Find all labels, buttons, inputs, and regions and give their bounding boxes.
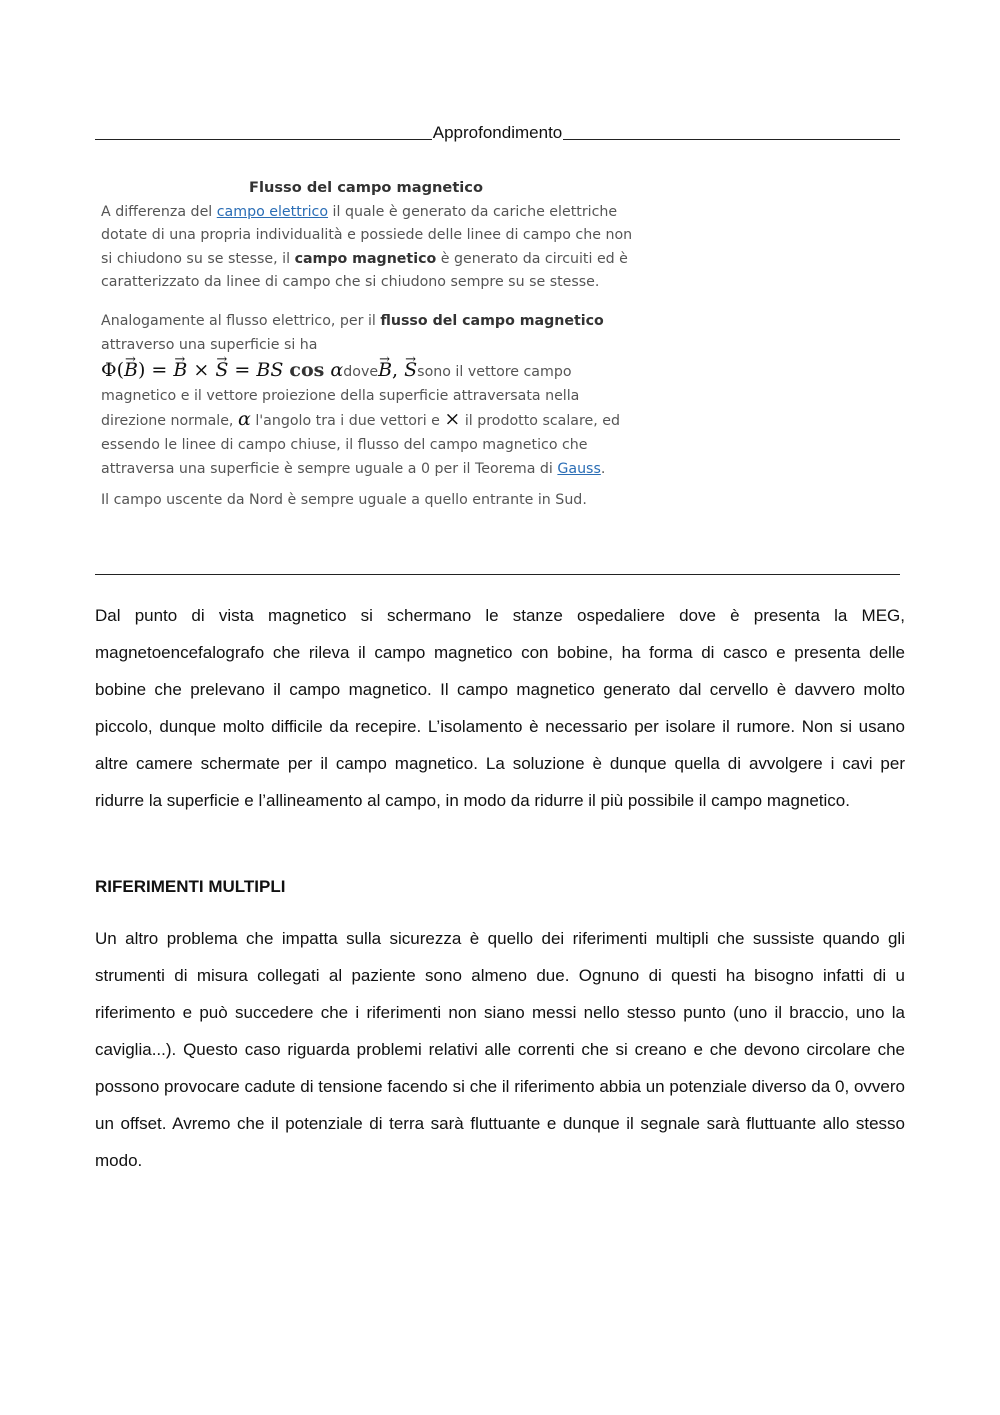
excerpt-paragraph-3 [101, 385, 641, 481]
vectors-formula: → B, → S [378, 359, 417, 383]
link-campo-elettrico[interactable]: campo elettrico [216, 203, 329, 220]
rule-line-left [95, 139, 432, 140]
excerpt-bold: flusso del campo magnetico [380, 312, 604, 329]
excerpt-text: il prodotto scalare, ed essendo le linee di campo chiuse, il flusso del campo magnetico che attraversa una superficie è sempre uguale a 0 per il Teorema di [101, 413, 620, 477]
paragraph-text: Dal punto di vista magnetico si schermano le stanze ospedaliere dove è presenta la MEG, magnetoencefalografo che rileva il campo magnetico con bobine, ha forma di casco e presenta delle bobine che prelevano il campo magnetico. Il campo magnetico generato dal cervello è davvero molto piccolo, dunque molto difficile da recepire. L’isolamento è necessario per isolare il rumore. Non si usano altre camere schermate per il campo magnetico. La soluzione è dunque quella di avvolgere i cavi per ridurre la superficie e l’allineamento al campo, in modo da ridurre il più possibile il campo magnetico. [95, 606, 905, 810]
rule-line-right [563, 139, 900, 140]
section-title: Approfondimento [432, 123, 563, 142]
excerpt-text: dove [343, 364, 379, 381]
excerpt-paragraph-1 [101, 201, 641, 295]
flux-formula: Φ(→ B) = → B × → S = BS cos α [101, 359, 343, 383]
paragraph-text: Un altro problema che impatta sulla sicurezza è quello dei riferimenti multipli che sussiste quando gli strumenti di misura collegati al paziente sono almeno due. Ognuno di questi ha bisogno infatti di u riferimento e può succedere che i riferimenti non siano messi nello stesso punto (uno il braccio, uno la caviglia...). Questo caso riguarda problemi relativi alle correnti che si creano e che devono circolare che possono provocare cadute di tensione facendo si che il riferimento abbia un potenziale diverso da 0, ovvero un offset. Avremo che il potenziale di terra sarà fluttuante e dunque il segnale sarà fluttuante allo stesso modo. [95, 929, 905, 1170]
excerpt-paragraph-4: Il campo uscente da Nord è sempre uguale a quello entrante in Sud. [101, 492, 587, 509]
header-rule [95, 121, 900, 143]
times-symbol: × [444, 408, 461, 431]
alpha-symbol: α [237, 408, 251, 431]
excerpt-text: Analogamente al flusso elettrico, per il [101, 312, 381, 329]
excerpt-text: sono il vettore campo [417, 364, 572, 381]
separator-rule [95, 574, 900, 575]
excerpt-text: . [600, 460, 606, 477]
excerpt-title: Flusso del campo magnetico [249, 179, 483, 196]
excerpt-image [101, 176, 641, 513]
excerpt-text: A differenza del [101, 203, 217, 220]
excerpt-text: attraverso una superficie si ha [101, 336, 318, 353]
excerpt-text: l'angolo tra i due vettori e [250, 413, 445, 430]
excerpt-text: magnetico e il vettore proiezione della superficie attraversata nella direzione normale, [101, 387, 580, 430]
body-paragraph-2 [95, 920, 905, 1179]
excerpt-text: è generato da circuiti ed è caratterizzato da linee di campo che si chiudono sempre su se stesse. [101, 250, 628, 291]
body-paragraph-1 [95, 597, 905, 819]
excerpt-bold: campo magnetico [294, 250, 437, 267]
link-gauss[interactable]: Gauss [557, 460, 601, 477]
flux-formula-line [101, 359, 641, 385]
excerpt-text: il quale è generato da cariche elettriche dotate di una propria individualità e possiede delle linee di campo che non si chiudono su se stesse, il [101, 203, 633, 267]
section-heading: RIFERIMENTI MULTIPLI [95, 877, 286, 896]
